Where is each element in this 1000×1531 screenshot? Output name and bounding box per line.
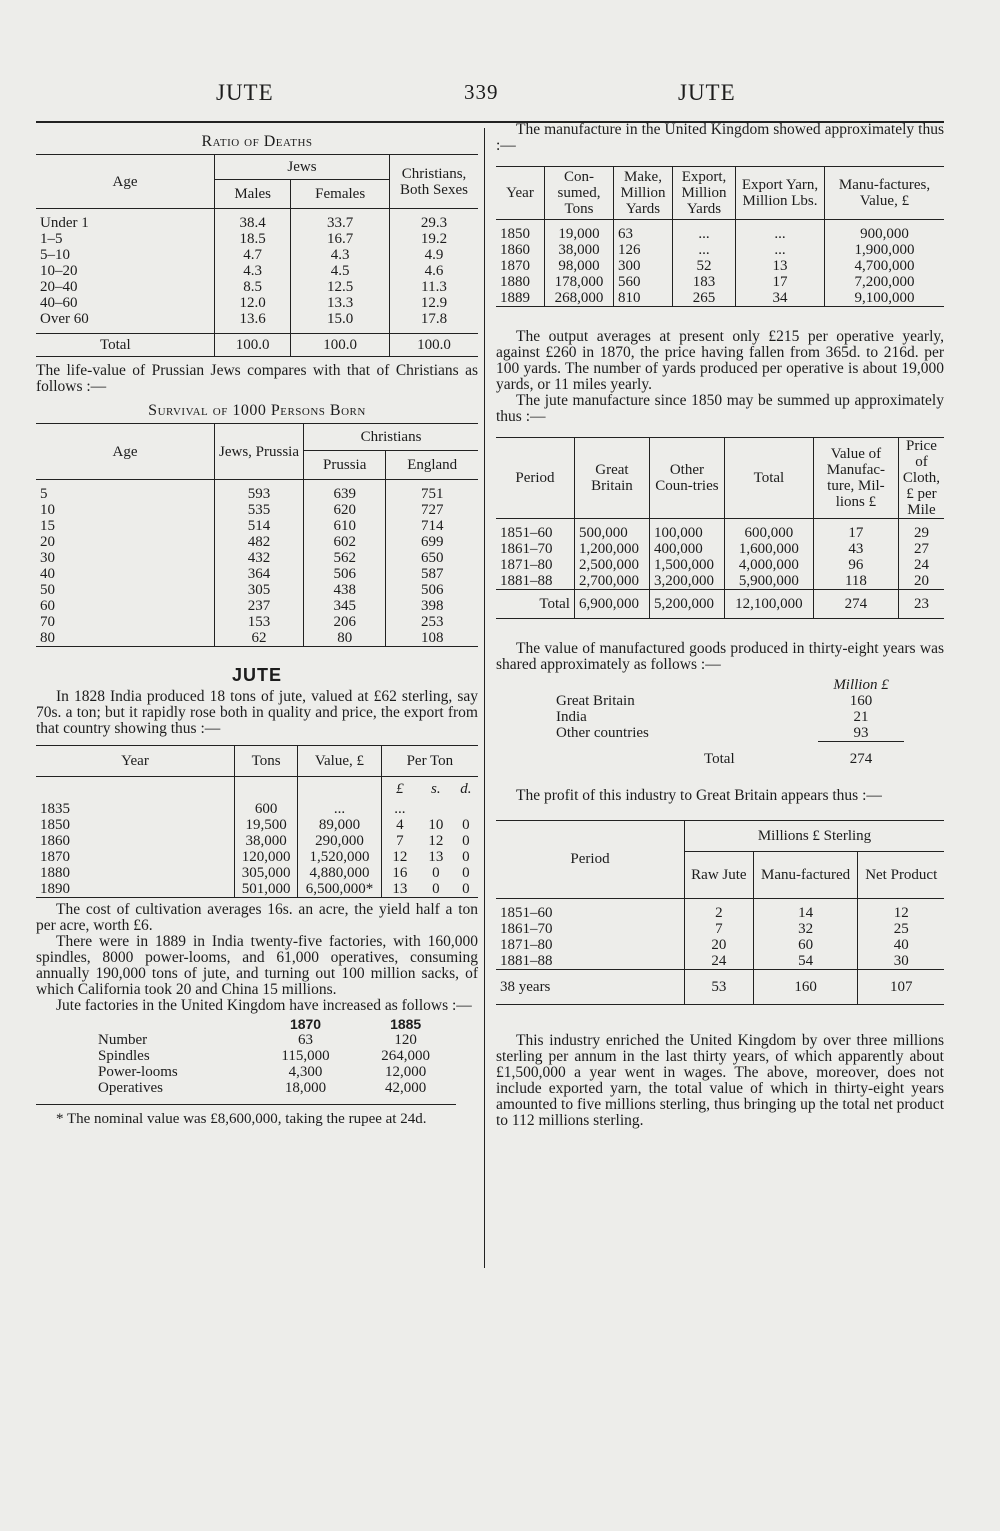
table-row: Great Britain 160 [556, 693, 873, 709]
col-export-yarn: Export Yarn, Million Lbs. [736, 167, 825, 220]
table-row: 1881–88 2,700,000 3,200,000 5,900,000 118 20 [496, 573, 944, 590]
col-period: Period [496, 820, 685, 898]
table-row: 5 593 639 751 [36, 486, 478, 502]
table-row: 50 305 438 506 [36, 582, 478, 598]
table-row: Under 1 38.4 33.7 29.3 [36, 215, 478, 231]
uk-factories-paragraph: Jute factories in the United Kingdom have increased as follows :— [56, 997, 472, 1014]
col-1885: 1885 [390, 1016, 422, 1032]
table-row: 1889 268,000 810 265 34 9,100,000 [496, 290, 944, 307]
table-row: Other countries 93 [554, 725, 904, 742]
table-row: 1851–60 500,000 100,000 600,000 17 29 [496, 525, 944, 541]
table-row: 40–60 12.0 13.3 12.9 [36, 295, 478, 311]
col-make: Make, Million Yards [614, 167, 673, 220]
col-manufactures-value: Manu-factures, Value, £ [838, 177, 931, 209]
table-row: 80 62 80 108 [36, 630, 478, 647]
summary-paragraph: The jute manufacture since 1850 may be summed up approximately thus :— [496, 392, 944, 425]
table-total-row: 38 years 53 160 107 [496, 969, 944, 1004]
col-value: Value of Manufac-ture, Mil-lions £ [813, 438, 898, 519]
col-millions-sterling: Millions £ Sterling [685, 820, 945, 851]
col-million-pounds: Million £ [833, 677, 889, 693]
table-row: India 21 [556, 709, 869, 725]
col-total: Total [724, 438, 813, 519]
table-row: 15 514 610 714 [36, 518, 478, 534]
col-consumed: Con-sumed, Tons [545, 167, 614, 220]
profit-paragraph: The profit of this industry to Great Britain appears thus :— [516, 786, 882, 804]
header-left: JUTE [216, 80, 274, 105]
table-row: 1850 19,000 63 ... ... 900,000 [496, 226, 944, 242]
page-number: 339 [464, 80, 499, 104]
table-total-row: Total 6,900,000 5,200,000 12,100,000 274 23 [496, 590, 944, 619]
table-row: 1850 19,500 89,000 4 10 0 [36, 817, 478, 833]
col-1870: 1870 [289, 1016, 322, 1032]
col-export: Export, Million Yards [673, 167, 736, 220]
table-row: 1860 38,000 126 ... ... 1,900,000 [496, 242, 944, 258]
col-price: Price of Cloth, £ per Mile [902, 438, 941, 518]
table-row: 1–5 18.5 16.7 19.2 [36, 231, 478, 247]
jute-heading: JUTE [231, 665, 282, 685]
table-row: 40 364 506 587 [36, 566, 478, 582]
col-jews-prussia: Jews, Prussia [215, 424, 304, 480]
table-row: 1880 305,000 4,880,000 16 0 0 [36, 865, 478, 881]
col-manufactured: Manu-factured [753, 851, 858, 898]
table-row: 10–20 4.3 4.5 4.6 [36, 263, 478, 279]
header-right: JUTE [678, 80, 736, 105]
col-jews: Jews [215, 155, 390, 180]
table-row: 1861–70 1,200,000 400,000 1,600,000 43 27 [496, 541, 944, 557]
table-row: 1861–70 7 32 25 [496, 921, 944, 937]
jute-intro-paragraph: In 1828 India produced 18 tons of jute, valued at £62 sterling, say 70s. a ton; but it rapidly rose both in quality and price, the export from that country showing thus :— [36, 688, 478, 737]
manufacture-paragraph: The manufacture in the United Kingdom showed approximately thus :— [496, 121, 944, 154]
col-other-countries: Other Coun-tries [649, 438, 724, 519]
table-row: 1851–60 2 14 12 [496, 905, 944, 921]
table-row: Power-looms 4,300 12,000 [98, 1064, 427, 1080]
col-prussia: Prussia [304, 451, 386, 480]
col-age: Age [36, 155, 215, 209]
col-christians: Christians [304, 424, 479, 451]
table-row: 1835 600 ... ... [36, 801, 478, 817]
table-row: 5–10 4.7 4.3 4.9 [36, 247, 478, 263]
summary-table [496, 437, 944, 619]
table-total-row: Total 274 [704, 750, 873, 767]
col-raw-jute: Raw Jute [685, 851, 754, 898]
right-column [496, 122, 944, 1129]
col-great-britain: Great Britain [574, 438, 649, 519]
closing-paragraph: This industry enriched the United Kingdom by over three millions sterling per annum in the last thirty years, of which apparently about £1,500,000 a year went in wages. The above, moreover, does not include exported yarn, the total value of which in thirty-eight years amounted to five millions sterling, thus bringing up the total net product to 112 millions sterling. [496, 1031, 944, 1129]
table-row: 20–40 8.5 12.5 11.3 [36, 279, 478, 295]
table-total-row: Total 100.0 100.0 100.0 [36, 334, 478, 357]
table-row: 1870 98,000 300 52 13 4,700,000 [496, 258, 944, 274]
footnote-rule [36, 1104, 456, 1105]
col-year: Year [496, 167, 545, 220]
col-net-product: Net Product [865, 866, 938, 883]
table-row: 1871–80 2,500,000 1,500,000 4,000,000 96 24 [496, 557, 944, 573]
table-row: 60 237 345 398 [36, 598, 478, 614]
col-christians: Christians, Both Sexes [390, 155, 479, 209]
export-table: Year Tons Value, £ Per Ton £ s. d. 1835 600 ... ... 1850 19,500 89,000 4 10 0 1860 38,000 290,000 7 12 0 1870 120,000 1,520,000 12 13 0 1880 305,000 4,880,000 16 0 0 1890 501,000 6,500,000* 13 0 0 [36, 745, 478, 898]
table-row: Operatives 18,000 42,000 [98, 1080, 427, 1096]
shared-table [554, 677, 904, 776]
col-year: Year [36, 746, 235, 777]
shared-paragraph: The value of manufactured goods produced in thirty-eight years was shared approximately as follows :— [496, 640, 944, 673]
col-tons: Tons [235, 746, 298, 777]
footnote: * The nominal value was £8,600,000, taking the rupee at 24d. [56, 1111, 427, 1127]
col-per-ton: Per Ton [406, 753, 454, 769]
table-row: 10 535 620 727 [36, 502, 478, 518]
table-row: 30 432 562 650 [36, 550, 478, 566]
manufacture-table [496, 166, 944, 307]
table-row: 1871–80 20 60 40 [496, 937, 944, 953]
table-row: 20 482 602 699 [36, 534, 478, 550]
table-row: 70 153 206 253 [36, 614, 478, 630]
cultivation-paragraph: The cost of cultivation averages 16s. an acre, the yield half a ton per acre, worth £6. [36, 901, 478, 934]
table-row: Over 60 13.6 15.0 17.8 [36, 311, 478, 327]
table-row: 1880 178,000 560 183 17 7,200,000 [496, 274, 944, 290]
col-england: England [386, 451, 478, 480]
factories-paragraph: There were in 1889 in India twenty-five factories, with 160,000 spindles, 8000 power-looms, and 61,000 operatives, consuming annually 190,000 tons of jute, and turning out 100 million sacks, of which California took 20 and China 15 millions. [36, 933, 478, 998]
table-row: 1890 501,000 6,500,000* 13 0 0 [36, 881, 478, 898]
survival-title: Survival of 1000 Persons Born [148, 402, 366, 419]
col-males: Males [215, 180, 291, 209]
table-row: 1881–88 24 54 30 [496, 953, 944, 970]
table-row: Number 63 120 [98, 1032, 417, 1048]
table-row: 1860 38,000 290,000 7 12 0 [36, 833, 478, 849]
ratio-of-deaths-table [36, 154, 478, 357]
profit-table [496, 820, 944, 1005]
col-age: Age [36, 424, 215, 480]
life-value-paragraph: The life-value of Prussian Jews compares with that of Christians as follows :— [36, 362, 478, 395]
col-value: Value, £ [298, 746, 382, 777]
table-row: Spindles 115,000 264,000 [98, 1048, 431, 1064]
col-females: Females [291, 180, 390, 209]
output-paragraph: The output averages at present only £215 per operative yearly, against £260 in 1870, the price having fallen from 365d. to 216d. per 100 yards. The number of yards produced per operative is about 19,000 yards, or 11 miles yearly. [496, 328, 944, 393]
left-column [36, 128, 478, 1127]
column-divider [484, 128, 485, 1268]
table-row: 1870 120,000 1,520,000 12 13 0 [36, 849, 478, 865]
col-period: Period [496, 438, 574, 519]
survival-table [36, 423, 478, 647]
ratio-of-deaths-title: Ratio of Deaths [201, 133, 313, 150]
uk-factories-table [96, 1016, 456, 1096]
